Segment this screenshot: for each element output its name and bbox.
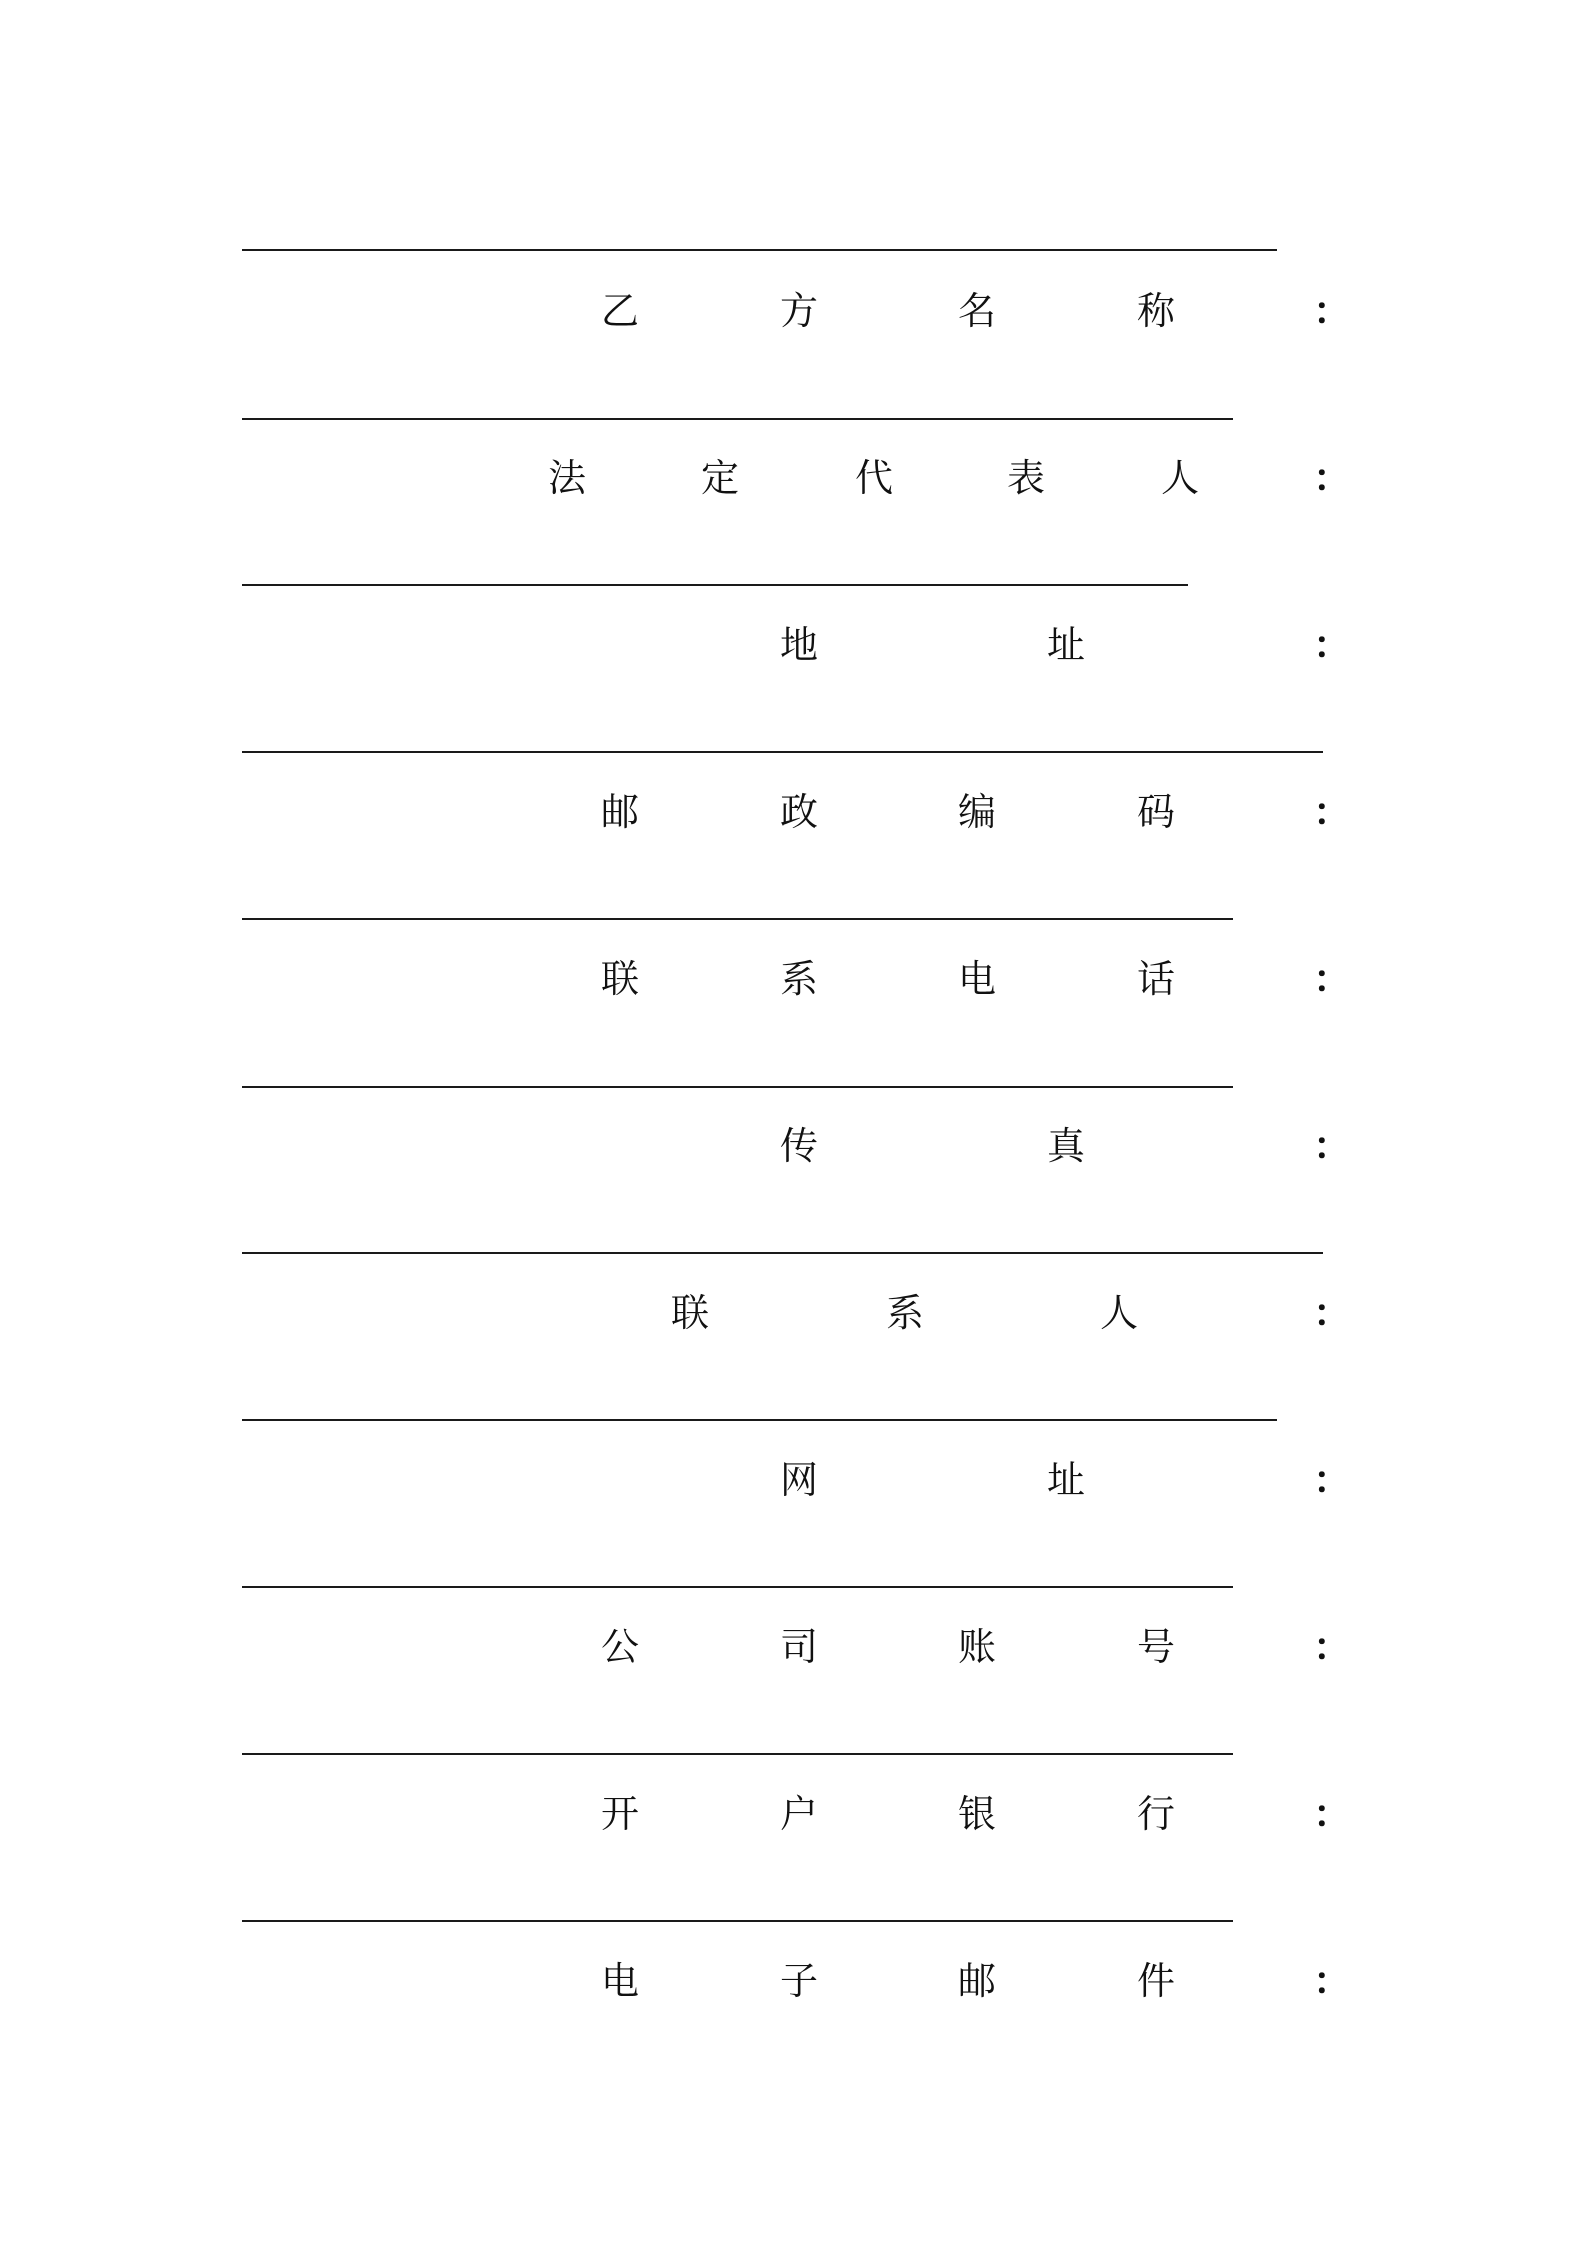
field-label-char: 行	[1136, 1792, 1175, 1836]
field-label-char: 人	[1160, 456, 1199, 500]
field-label-char: 码	[1136, 790, 1175, 834]
field-label-char: 联	[670, 1291, 709, 1335]
field-label-char: 号	[1136, 1625, 1175, 1669]
field-colon: ：	[1313, 957, 1352, 1001]
field-label-char: 邮	[600, 790, 639, 834]
form-field-email	[0, 1951, 1586, 2011]
field-label-char: 方	[779, 289, 818, 333]
field-label-char: 电	[600, 1959, 639, 2003]
field-label-char: 户	[779, 1792, 818, 1836]
blank-line	[242, 1753, 1233, 1755]
field-label-char: 银	[957, 1792, 996, 1836]
field-label-char: 件	[1136, 1959, 1175, 2003]
field-colon: ：	[1313, 1959, 1352, 2003]
blank-line	[242, 249, 1277, 251]
field-label-char: 政	[779, 790, 818, 834]
field-label-char: 系	[885, 1291, 924, 1335]
field-colon: ：	[1313, 289, 1352, 333]
field-label-char: 称	[1136, 289, 1175, 333]
field-label-char: 账	[957, 1625, 996, 1669]
field-colon: ：	[1313, 1291, 1352, 1335]
field-label-char: 开	[600, 1792, 639, 1836]
form-field-company-account	[0, 1617, 1586, 1677]
blank-line	[242, 918, 1233, 920]
field-label-char: 传	[779, 1124, 818, 1168]
field-label-char: 子	[779, 1959, 818, 2003]
field-label-char: 网	[779, 1458, 818, 1502]
field-label-char: 地	[779, 623, 818, 667]
blank-line	[242, 1920, 1233, 1922]
field-label-char: 法	[547, 456, 586, 500]
form-field-contact-person	[0, 1283, 1586, 1343]
field-label-char: 话	[1136, 957, 1175, 1001]
blank-line	[242, 751, 1323, 753]
field-colon: ：	[1313, 1792, 1352, 1836]
field-colon: ：	[1313, 456, 1352, 500]
form-field-legal-representative	[0, 448, 1586, 508]
field-label-char: 址	[1046, 1458, 1085, 1502]
blank-line	[242, 1086, 1233, 1088]
blank-line	[242, 1252, 1323, 1254]
blank-line	[242, 418, 1233, 420]
form-field-party-b-name	[0, 281, 1586, 341]
field-label-char: 司	[779, 1625, 818, 1669]
blank-line	[242, 1586, 1233, 1588]
field-label-char: 邮	[957, 1959, 996, 2003]
field-label-char: 代	[854, 456, 893, 500]
field-label-char: 人	[1099, 1291, 1138, 1335]
field-colon: ：	[1313, 1458, 1352, 1502]
field-label-char: 真	[1046, 1124, 1085, 1168]
field-label-char: 电	[957, 957, 996, 1001]
field-label-char: 联	[600, 957, 639, 1001]
field-colon: ：	[1313, 790, 1352, 834]
field-colon: ：	[1313, 1124, 1352, 1168]
field-colon: ：	[1313, 1625, 1352, 1669]
field-label-char: 名	[957, 289, 996, 333]
field-label-char: 表	[1006, 456, 1045, 500]
form-field-postal-code	[0, 782, 1586, 842]
field-label-char: 定	[700, 456, 739, 500]
blank-line	[242, 1419, 1277, 1421]
form-field-bank	[0, 1784, 1586, 1844]
blank-line	[242, 584, 1188, 586]
field-label-char: 乙	[600, 289, 639, 333]
form-field-address	[0, 615, 1586, 675]
field-colon: ：	[1313, 623, 1352, 667]
form-field-contact-phone	[0, 949, 1586, 1009]
field-label-char: 系	[779, 957, 818, 1001]
form-field-fax	[0, 1116, 1586, 1176]
field-label-char: 公	[600, 1625, 639, 1669]
form-field-website	[0, 1450, 1586, 1510]
field-label-char: 编	[957, 790, 996, 834]
field-label-char: 址	[1046, 623, 1085, 667]
